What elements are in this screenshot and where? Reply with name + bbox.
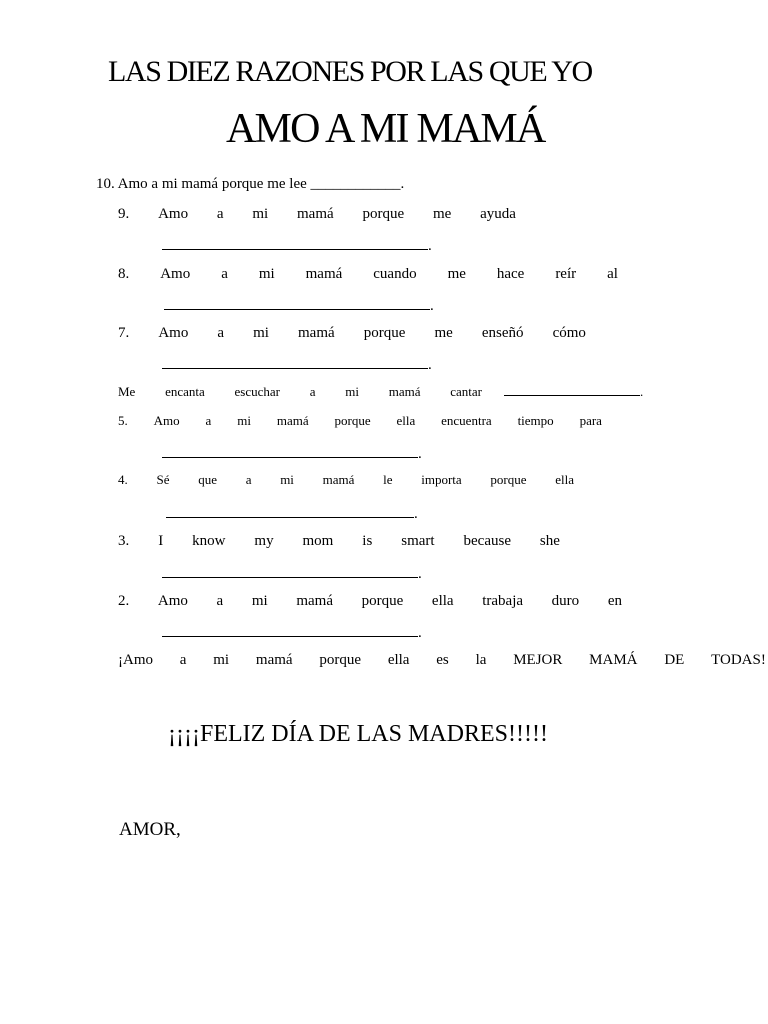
reason-9-blank: .: [162, 235, 432, 256]
answer-line: [162, 563, 418, 578]
reason-8: 8. Amo a mi mamá cuando me hace reír al: [118, 266, 618, 282]
answer-line: [162, 354, 428, 369]
title-line-1: LAS DIEZ RAZONES POR LAS QUE YO: [108, 55, 592, 88]
title-line-2: AMO A MI MAMÁ: [226, 106, 545, 152]
answer-line: [164, 295, 430, 310]
reason-3-blank: .: [162, 563, 422, 584]
mothers-day-greeting: ¡¡¡¡FELIZ DÍA DE LAS MADRES!!!!!: [168, 721, 548, 747]
reason-5: 5. Amo a mi mamá porque ella encuentra tiempo para: [118, 413, 602, 428]
answer-line: [166, 503, 414, 518]
reason-6-blank: .: [504, 382, 643, 402]
reason-8-blank: .: [164, 295, 434, 316]
answer-line: [162, 443, 418, 458]
reason-7-blank: .: [162, 354, 432, 375]
reason-1: ¡Amo a mi mamá porque ella es la MEJOR MAMÁ DE TODAS!: [118, 652, 766, 668]
reason-4-blank: .: [166, 503, 418, 524]
reason-5-blank: .: [162, 443, 422, 464]
reason-4: 4. Sé que a mi mamá le importa porque ella: [118, 472, 574, 487]
reason-9: 9. Amo a mi mamá porque me ayuda: [118, 206, 516, 222]
reason-2-blank: .: [162, 622, 422, 643]
reason-2: 2. Amo a mi mamá porque ella trabaja duro en: [118, 593, 622, 609]
reason-7: 7. Amo a mi mamá porque me enseñó cómo: [118, 325, 586, 341]
answer-line: [162, 235, 428, 250]
reason-10: 10. Amo a mi mamá porque me lee ____________.: [96, 176, 405, 192]
reason-6: Me encanta escuchar a mi mamá cantar: [118, 384, 482, 399]
answer-line: [504, 383, 640, 396]
reason-3: 3. I know my mom is smart because she: [118, 533, 560, 549]
signature-salutation: AMOR,: [119, 819, 181, 840]
answer-line: [162, 622, 418, 637]
